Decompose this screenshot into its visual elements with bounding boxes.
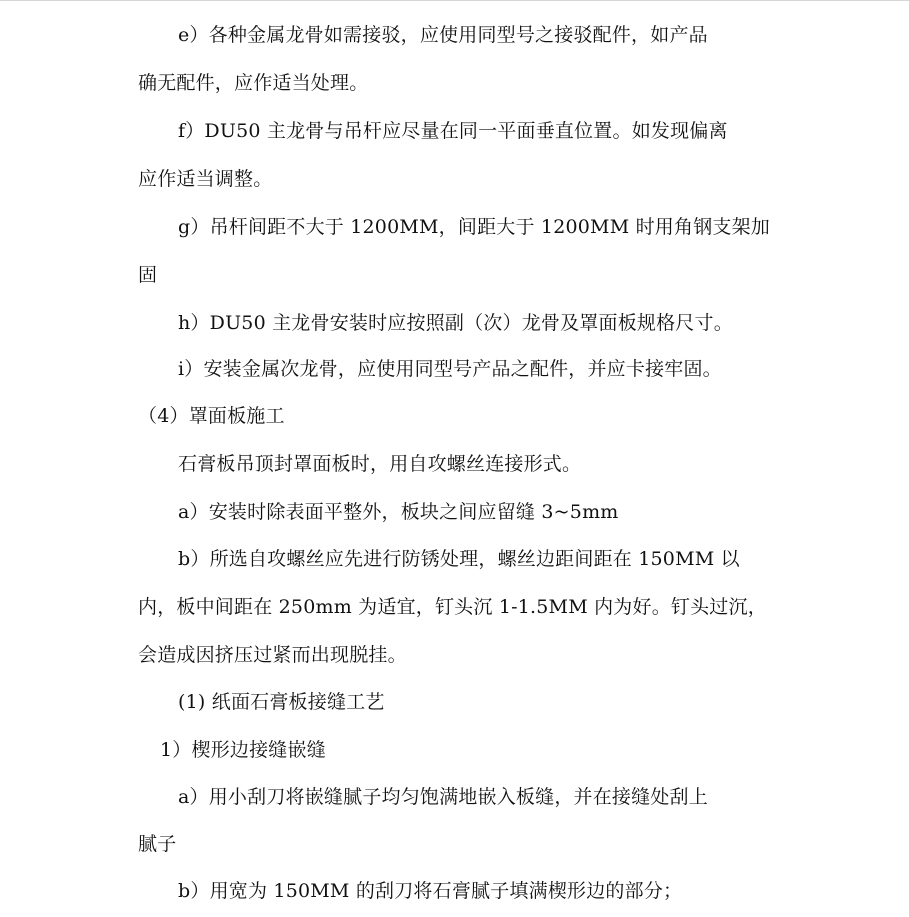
sub-heading-wedge-edge: 1）楔形边接缝嵌缝: [160, 739, 326, 761]
paragraph-f-line-1: f）DU50 主龙骨与吊杆应尽量在同一平面垂直位置。如发现偏离: [178, 120, 728, 142]
section-heading-joint-process: (1) 纸面石膏板接缝工艺: [178, 691, 385, 713]
paragraph-f-line-2: 应作适当调整。: [138, 168, 273, 190]
paragraph-a-filler-line-2: 腻子: [138, 833, 177, 855]
paragraph-b-line-3: 会造成因挤压过紧而出现脱挂。: [138, 644, 407, 666]
paragraph-h: h）DU50 主龙骨安装时应按照副（次）龙骨及罩面板规格尺寸。: [178, 312, 733, 334]
paragraph-b-line-2: 内，板中间距在 250mm 为适宜，钉头沉 1-1.5MM 内为好。钉头过沉，: [138, 596, 767, 618]
paragraph-gypsum-intro: 石膏板吊顶封罩面板时，用自攻螺丝连接形式。: [178, 453, 582, 475]
section-heading-cover-panel: （4）罩面板施工: [138, 405, 285, 427]
paragraph-e-line-2: 确无配件，应作适当处理。: [138, 72, 369, 94]
paragraph-g-line-2: 固: [138, 264, 158, 286]
paragraph-e-line-1: e）各种金属龙骨如需接驳，应使用同型号之接驳配件，如产品: [178, 24, 708, 46]
paragraph-i: i）安装金属次龙骨，应使用同型号产品之配件，并应卡接牢固。: [178, 358, 722, 380]
paragraph-b-line-1: b）所选自攻螺丝应先进行防锈处理，螺丝边距间距在 150MM 以: [178, 548, 740, 570]
paragraph-a-gap: a）安装时除表面平整外，板块之间应留缝 3~5mm: [178, 501, 619, 523]
paragraph-g-line-1: g）吊杆间距不大于 1200MM，间距大于 1200MM 时用角钢支架加: [178, 216, 771, 238]
paragraph-a-filler-line-1: a）用小刮刀将嵌缝腻子均匀饱满地嵌入板缝，并在接缝处刮上: [178, 786, 708, 808]
paragraph-b-scraper: b）用宽为 150MM 的刮刀将石膏腻子填满楔形边的部分；: [178, 880, 683, 902]
